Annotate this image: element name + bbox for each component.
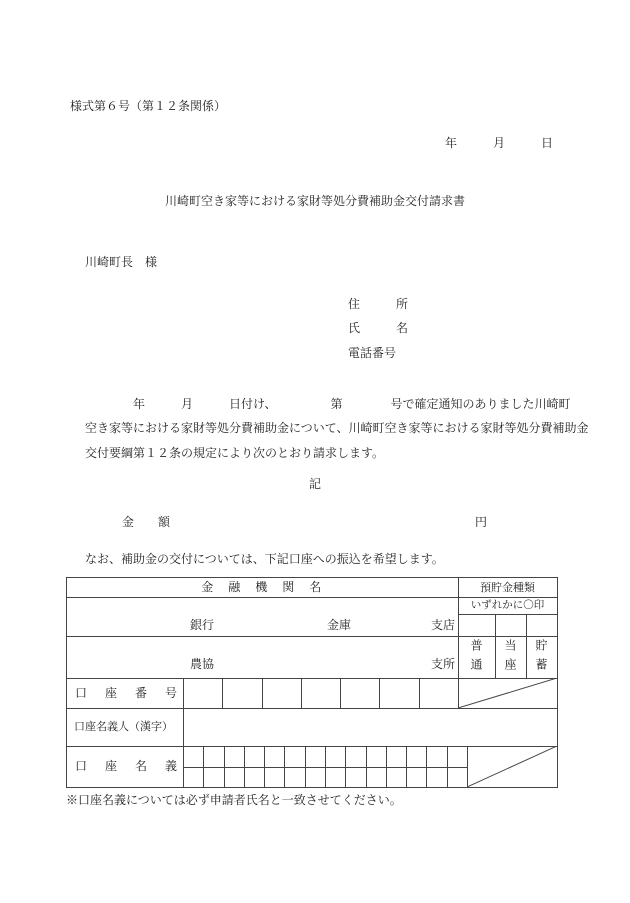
table-line	[301, 678, 302, 708]
table-line	[66, 577, 558, 578]
deposit-type-chochiku: 貯蓄	[534, 638, 548, 677]
table-line	[406, 746, 407, 787]
table-line	[366, 746, 367, 787]
bank-label: 銀行	[190, 618, 215, 632]
transfer-note: なお、補助金の交付については、下記口座への振込を希望します。	[85, 552, 444, 566]
branch-label: 支店	[431, 618, 456, 632]
table-line	[262, 678, 263, 708]
table-line	[325, 746, 326, 787]
page-title: 川崎町空き家等における家財等処分費補助金交付請求書	[164, 194, 465, 208]
table-line	[557, 577, 558, 788]
section-marker: 記	[308, 477, 321, 491]
table-line	[222, 678, 223, 708]
table-line	[419, 678, 420, 708]
table-line	[386, 746, 387, 787]
table-line	[345, 746, 346, 787]
account-name-label: 口 座 名 義	[75, 759, 181, 773]
table-line	[458, 614, 558, 615]
form-number: 様式第６号（第１２条関係）	[70, 99, 227, 113]
deposit-type-futsu: 普通	[469, 638, 483, 677]
addressee: 川崎町長 様	[85, 255, 158, 269]
amount-unit: 円	[475, 515, 488, 529]
diagonal-slash	[467, 746, 557, 787]
deposit-type-header: 預貯金種類	[480, 582, 535, 594]
table-line	[284, 746, 285, 787]
account-holder-label: 口座名義人（漢字）	[74, 721, 173, 733]
table-line	[379, 678, 380, 708]
table-line	[66, 597, 558, 598]
table-line	[447, 746, 448, 787]
bank-account-table	[66, 577, 558, 788]
diagonal-slash	[458, 678, 557, 708]
circle-instruction: いずれかに〇印	[470, 600, 545, 611]
body-line-3: 交付要綱第１２条の規定により次のとおり請求します。	[85, 446, 385, 460]
table-line	[203, 746, 204, 787]
table-line	[305, 746, 306, 787]
amount-label: 金 額	[122, 515, 171, 529]
table-line	[264, 746, 265, 787]
table-line	[183, 678, 184, 788]
kinko-label: 金庫	[327, 618, 352, 632]
date-line: 年 月 日	[445, 136, 554, 150]
table-line	[426, 746, 427, 787]
footnote: ※口座名義については必ず申請者氏名と一致させてください。	[66, 793, 402, 807]
table-line	[340, 678, 341, 708]
name-label: 氏 名	[348, 321, 409, 335]
body-line-1: 年 月 日付け、 第 号で確定通知のありました川崎町	[85, 397, 571, 411]
nokyo-label: 農協	[190, 657, 215, 671]
phone-label: 電話番号	[348, 346, 397, 360]
body-line-2: 空き家等における家財等処分費補助金について、川崎町空き家等における家財等処分費補助金	[85, 421, 589, 435]
branch-office-label: 支所	[431, 657, 456, 671]
financial-institution-header: 金 融 機 関 名	[201, 580, 323, 594]
account-number-label: 口 座 番 号	[75, 686, 181, 700]
table-line	[66, 787, 558, 788]
table-line	[244, 746, 245, 787]
table-line	[224, 746, 225, 787]
deposit-type-toza: 当座	[503, 638, 517, 677]
address-label: 住 所	[348, 297, 409, 311]
